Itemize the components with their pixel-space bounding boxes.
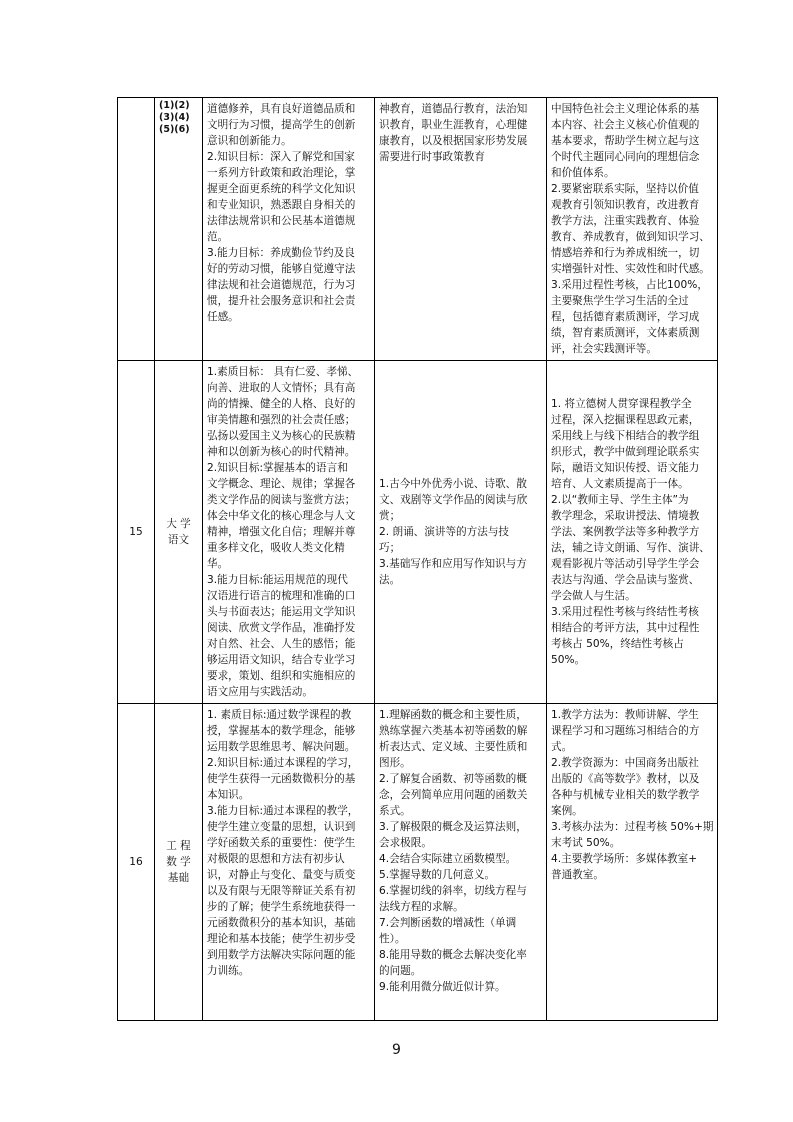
course-objectives [203, 98, 375, 361]
course-objectives-line: 神和以创新为核心的时代精神。 [207, 446, 356, 458]
teaching-requirements-line: 50%。 [551, 654, 586, 666]
teaching-requirements-line: 学会做人与生活。 [551, 590, 636, 602]
course-objectives-line: 体会中华文化的核心理念与人文 [207, 510, 356, 522]
course-content-line: 9.能利用微分做近似计算。 [379, 981, 506, 993]
course-name-line: 数 学 [166, 856, 191, 868]
course-content-line: 析表达式、定义域、主要性质和 [379, 741, 528, 753]
teaching-requirements-line: 实增强针对性、实效性和时代感。 [551, 263, 710, 275]
teaching-requirements-line: 主要聚焦学生学习生活的全过 [551, 295, 689, 307]
course-objectives-line: 要求，策划、组织和实施相应的 [207, 670, 356, 682]
course-objectives-line: 尚的情操、健全的人格、良好的 [207, 398, 356, 410]
course-content [375, 361, 547, 704]
course-objectives-line: 学好函数关系的重要性：使学生 [207, 837, 356, 849]
course-content-line: 文、戏剧等文学作品的阅读与欣 [379, 494, 528, 506]
course-objectives-line: 阅读、欣赏文学作品，准确抒发 [207, 622, 356, 634]
course-content-line: 3.了解极限的概念及运算法则， [379, 821, 527, 833]
course-objectives-line: 元函数微积分的基本知识，基础 [207, 917, 356, 929]
course-content-line: 神教育，道德品行教育，法治知 [379, 103, 528, 115]
table-row [118, 704, 718, 1021]
teaching-requirements-line: 评，社会实践测评等。 [551, 343, 657, 355]
course-objectives-line: 道德修养，具有良好道德品质和 [207, 103, 356, 115]
course-content-line: 巧； [379, 542, 401, 554]
course-objectives-line: 力训练。 [207, 965, 250, 977]
teaching-requirements-line: 1. 将立德树人贯穿课程教学全 [551, 398, 692, 410]
course-name-line: 语文 [167, 534, 190, 546]
course-content-line: 念，会列简单应用问题的函数关 [379, 789, 528, 801]
course-content-line: 1.理解函数的概念和主要性质， [379, 709, 527, 721]
course-objectives-line: 3.能力目标:能运用规范的现代 [207, 574, 348, 586]
teaching-requirements [547, 361, 718, 704]
course-content-line: 图形。 [379, 757, 411, 769]
teaching-requirements [547, 704, 718, 1021]
teaching-requirements-line: 绩，智育素质测评，文体素质测 [551, 327, 700, 339]
course-objectives-line: 向善、进取的人文情怀；具有高 [207, 382, 356, 394]
course-content-line: 8.能用导数的概念去解决变化率 [379, 949, 527, 961]
teaching-requirements-line: 教育、养成教育，做到知识学习、 [551, 231, 710, 243]
teaching-requirements-line: 2.教学资源为：中国商务出版社 [551, 757, 699, 769]
course-objectives [203, 361, 375, 704]
course-objectives-line: 步的了解；使学生系统地获得一 [207, 901, 356, 913]
course-objectives-line: 一系列方针政策和政治理论，掌 [207, 167, 356, 179]
teaching-requirements-line: 培育、人文素质提高于一体。 [551, 478, 689, 490]
course-content-line: 识教育，职业生涯教育，心理健 [379, 119, 528, 131]
course-objectives-line: 握更全面更系统的科学文化知识 [207, 183, 356, 195]
teaching-requirements-line: 各种与机械专业相关的数学教学 [551, 789, 700, 801]
teaching-requirements-line: 过程，深入挖掘课程思政元素， [551, 414, 700, 426]
teaching-requirements-line: 考核占 50%，终结性考核占 [551, 638, 684, 650]
teaching-requirements-line: 末考试 50%。 [551, 837, 621, 849]
teaching-requirements-line: 出版的《高等数学》教材，以及 [551, 773, 700, 785]
teaching-requirements-line: 课程学习和习题练习相结合的方 [551, 725, 700, 737]
course-objectives-line: 头与书面表达；能运用文学知识 [207, 606, 356, 618]
course-objectives-line: 语文应用与实践活动。 [207, 686, 313, 698]
teaching-requirements-line: 观看影视片等活动引导学生学会 [551, 558, 700, 570]
course-content-line: 法。 [379, 574, 401, 586]
teaching-requirements-line: 案例。 [551, 805, 583, 817]
course-content-line: 2.了解复合函数、初等函数的概 [379, 773, 527, 785]
course-objectives-line: 律法规和社会道德规范，行为习 [207, 279, 356, 291]
course-objectives-line: 精神，增强文化自信；理解并尊 [207, 526, 356, 538]
teaching-requirements-line: 中国特色社会主义理论体系的基 [551, 103, 700, 115]
course-content-line: 1.古今中外优秀小说、诗歌、散 [379, 478, 527, 490]
teaching-requirements-line: 1.教学方法为：教师讲解、学生 [551, 709, 699, 721]
table-row [118, 98, 718, 361]
course-content-line: 7.会判断函数的增减性（单调 [379, 917, 517, 929]
course-objectives-line: 对自然、社会、人生的感悟；能 [207, 638, 356, 650]
course-content-line: 康教育，以及根据国家形势发展 [379, 135, 528, 147]
course-objectives-line: 识，对静止与变化、量变与质变 [207, 869, 356, 881]
teaching-requirements-line: 教学理念，采取讲授法、情境教 [551, 510, 700, 522]
teaching-requirements-line: 式。 [551, 741, 573, 753]
course-objectives-line: 汉语进行语言的梳理和准确的口 [207, 590, 356, 602]
course-content-line: 系式。 [379, 805, 411, 817]
teaching-requirements-line: 表达与沟通、学会品读与鉴赏、 [551, 574, 700, 586]
course-objectives-line: 审美情趣和强烈的社会责任感； [207, 414, 356, 426]
course-content-line: 法线方程的求解。 [379, 901, 464, 913]
course-objectives [203, 704, 375, 1021]
teaching-requirements-line: 4.主要教学场所：多媒体教室+ [551, 853, 698, 865]
requirement-codes-line: (1)(2) [159, 100, 190, 111]
course-name-line: 基础 [167, 872, 190, 884]
course-content-line: 2. 朗诵、演讲等的方法与技 [379, 526, 510, 538]
teaching-requirements-line: 法，辅之诗文朗诵、写作、演讲、 [551, 542, 710, 554]
course-objectives-line: 1.素质目标： 具有仁爱、孝悌、 [207, 366, 359, 378]
course-objectives-line: 运用数学思维思考、解决问题。 [207, 741, 356, 753]
course-objectives-line: 理论和基本技能；使学生初步受 [207, 933, 356, 945]
course-name-line: 大 学 [166, 518, 191, 530]
course-content-line: 6.掌握切线的斜率，切线方程与 [379, 885, 527, 897]
teaching-requirements-line: 际，融语文知识传授、语文能力 [551, 462, 700, 474]
course-objectives-line: 惯，提升社会服务意识和社会责 [207, 295, 356, 307]
course-content [375, 704, 547, 1021]
teaching-requirements-line: 采用线上与线下相结合的教学组 [551, 430, 700, 442]
course-objectives-line: 文学概念、理论、规律；掌握各 [207, 478, 356, 490]
course-name [155, 361, 203, 704]
teaching-requirements-line: 2.以“教师主导、学生主体”为 [551, 494, 689, 506]
teaching-requirements-line: 情感培养和行为养成相统一，切 [551, 247, 700, 259]
teaching-requirements-line: 3.采用过程性考核，占比100%， [551, 279, 708, 291]
course-table [117, 97, 718, 1021]
course-objectives-line: 好的劳动习惯，能够自觉遵守法 [207, 263, 356, 275]
course-objectives-line: 重多样文化，吸收人类文化精 [207, 542, 345, 554]
course-content-line: 会求极限。 [379, 837, 432, 849]
teaching-requirements-line: 个时代主题同心同向的理想信念 [551, 151, 700, 163]
course-content-line: 4.会结合实际建立函数模型。 [379, 853, 517, 865]
course-number: 16 [118, 704, 155, 1021]
course-objectives-line: 本知识。 [207, 789, 250, 801]
course-objectives-line: 意识和创新能力。 [207, 135, 292, 147]
course-objectives-line: 类文学作品的阅读与鉴赏方法； [207, 494, 356, 506]
course-content-line: 性）。 [379, 933, 406, 945]
course-name-line: 工 程 [166, 840, 191, 852]
course-content-line: 赏； [379, 510, 401, 522]
teaching-requirements-line: 教学方法，注重实践教育、体验 [551, 215, 700, 227]
course-objectives-line: 以及有限与无限等辩证关系有初 [207, 885, 356, 897]
course-objectives-line: 对极限的思想和方法有初步认 [207, 853, 345, 865]
teaching-requirements-line: 和价值体系。 [551, 167, 615, 179]
course-content-line: 5.掌握导数的几何意义。 [379, 869, 496, 881]
course-objectives-line: 授，掌握基本的数学理念，能够 [207, 725, 356, 737]
course-number [118, 98, 155, 361]
teaching-requirements-line: 学法、案例教学法等多种教学方 [551, 526, 700, 538]
teaching-requirements-line: 观教育引领知识教育，改进教育 [551, 199, 700, 211]
teaching-requirements-line: 本内容、社会主义核心价值观的 [551, 119, 700, 131]
teaching-requirements-line: 织形式，教学中做到理论联系实 [551, 446, 700, 458]
course-objectives-line: 到用数学方法解决实际问题的能 [207, 949, 356, 961]
course-objectives-line: 和专业知识，熟悉跟自身相关的 [207, 199, 356, 211]
course-objectives-line: 2.知识目标:掌握基本的语言和 [207, 462, 348, 474]
course-content-line: 的问题。 [379, 965, 422, 977]
course-objectives-line: 3.能力目标:通过本课程的教学， [207, 805, 359, 817]
teaching-requirements-line: 2.要紧密联系实际，坚持以价值 [551, 183, 699, 195]
course-objectives-line: 范。 [207, 231, 229, 243]
course-name [155, 704, 203, 1021]
course-content-line: 3.基础写作和应用写作知识与方 [379, 558, 527, 570]
teaching-requirements-line: 3.考核办法为：过程考核 50%+期 [551, 821, 714, 833]
teaching-requirements-line: 3.采用过程性考核与终结性考核 [551, 606, 699, 618]
table-row [118, 361, 718, 704]
requirement-codes-line: (3)(4) [159, 112, 190, 123]
course-objectives-line: 够运用语文知识，结合专业学习 [207, 654, 356, 666]
teaching-requirements-line: 基本要求，帮助学生树立起与这 [551, 135, 700, 147]
course-objectives-line: 使学生建立变量的思想，认识到 [207, 821, 356, 833]
course-objectives-line: 使学生获得一元函数微积分的基 [207, 773, 356, 785]
teaching-requirements-line: 普通教室。 [551, 869, 604, 881]
course-content-line: 需要进行时事政策教育 [379, 151, 485, 163]
course-objectives-line: 3.能力目标：养成勤俭节约及良 [207, 247, 355, 259]
course-content [375, 98, 547, 361]
course-objectives-line: 2.知识目标:通过本课程的学习， [207, 757, 359, 769]
teaching-requirements-line: 相结合的考评方法，其中过程性 [551, 622, 700, 634]
course-objectives-line: 华。 [207, 558, 229, 570]
course-number: 15 [118, 361, 155, 704]
teaching-requirements-line: 程，包括德育素质测评，学习成 [551, 311, 700, 323]
course-objectives-line: 文明行为习惯，提高学生的创新 [207, 119, 356, 131]
course-objectives-line: 任感。 [207, 311, 239, 323]
page-number: 9 [392, 1042, 401, 1058]
requirement-codes [155, 98, 203, 361]
course-content-line: 熟练掌握六类基本初等函数的解 [379, 725, 528, 737]
requirement-codes-line: (5)(6) [159, 124, 190, 135]
course-objectives-line: 1. 素质目标:通过数学课程的教 [207, 709, 352, 721]
course-objectives-line: 2.知识目标：深入了解党和国家 [207, 151, 355, 163]
teaching-requirements [547, 98, 718, 361]
course-objectives-line: 弘扬以爱国主义为核心的民族精 [207, 430, 356, 442]
course-objectives-line: 法律法规常识和公民基本道德规 [207, 215, 356, 227]
